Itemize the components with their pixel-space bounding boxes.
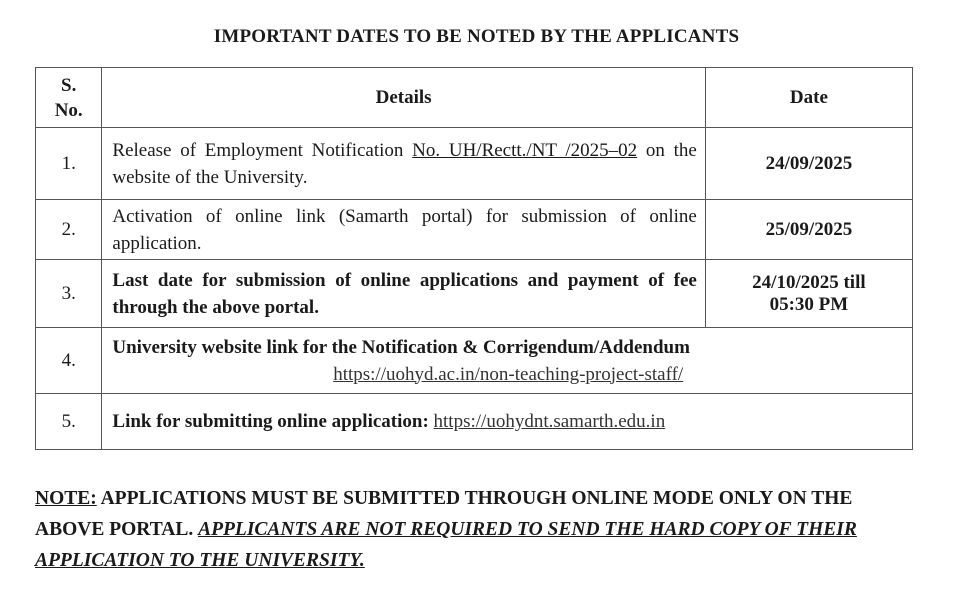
page-title: IMPORTANT DATES TO BE NOTED BY THE APPLICANTS <box>213 26 740 47</box>
row-details: Last date for submission of online applications and payment of fee through the above portal. <box>102 260 705 328</box>
notification-website-link[interactable]: https://uohyd.ac.in/non-teaching-project-staff/ <box>333 363 684 385</box>
header-sno-line1: S. <box>61 74 77 96</box>
row-sno: 4. <box>36 328 102 394</box>
date-line1: 24/10/2025 till <box>752 271 866 293</box>
notification-ref: No. UH/Rectt./NT /2025–02 <box>412 139 638 161</box>
table-row <box>36 394 913 450</box>
row-date: 25/09/2025 <box>705 200 912 260</box>
row-sno: 3. <box>36 260 102 328</box>
detail-suffix: on the website of the University. <box>112 139 697 188</box>
header-sno <box>36 68 102 128</box>
note-text: APPLICATIONS MUST BE SUBMITTED THROUGH ONLINE MODE ONLY ON THE ABOVE PORTAL. <box>35 488 853 540</box>
table-header-row <box>36 68 913 128</box>
important-dates-table <box>35 67 913 450</box>
table-row <box>36 128 913 200</box>
row-sno: 2. <box>36 200 102 260</box>
row-date: 24/09/2025 <box>705 128 912 200</box>
detail-text: Link for submitting online application: <box>112 411 429 432</box>
row-details: Activation of online link (Samarth portal) for submission of online application. <box>102 200 705 260</box>
date-line2: 05:30 PM <box>769 293 849 315</box>
row-date <box>705 260 912 328</box>
row-details <box>102 328 913 394</box>
table-row <box>36 328 913 394</box>
samarth-portal-link[interactable]: https://uohydnt.samarth.edu.in <box>433 411 666 432</box>
header-sno-line2: No. <box>54 99 83 121</box>
header-date: Date <box>705 68 912 128</box>
row-details <box>102 128 705 200</box>
table-row <box>36 200 913 260</box>
detail-text: Release of Employment Notification <box>112 139 404 161</box>
row-sno: 5. <box>36 394 102 450</box>
note-block <box>35 483 915 576</box>
row-sno: 1. <box>36 128 102 200</box>
detail-text: University website link for the Notification & Corrigendum/Addendum <box>112 336 690 358</box>
row-details <box>102 394 913 450</box>
note-italic-text: APPLICANTS ARE NOT REQUIRED TO SEND THE HARD COPY OF THEIR APPLICATION TO THE UNIVERSITY. <box>35 519 857 571</box>
note-label: NOTE: <box>35 488 97 509</box>
header-details: Details <box>102 68 705 128</box>
table-row <box>36 260 913 328</box>
